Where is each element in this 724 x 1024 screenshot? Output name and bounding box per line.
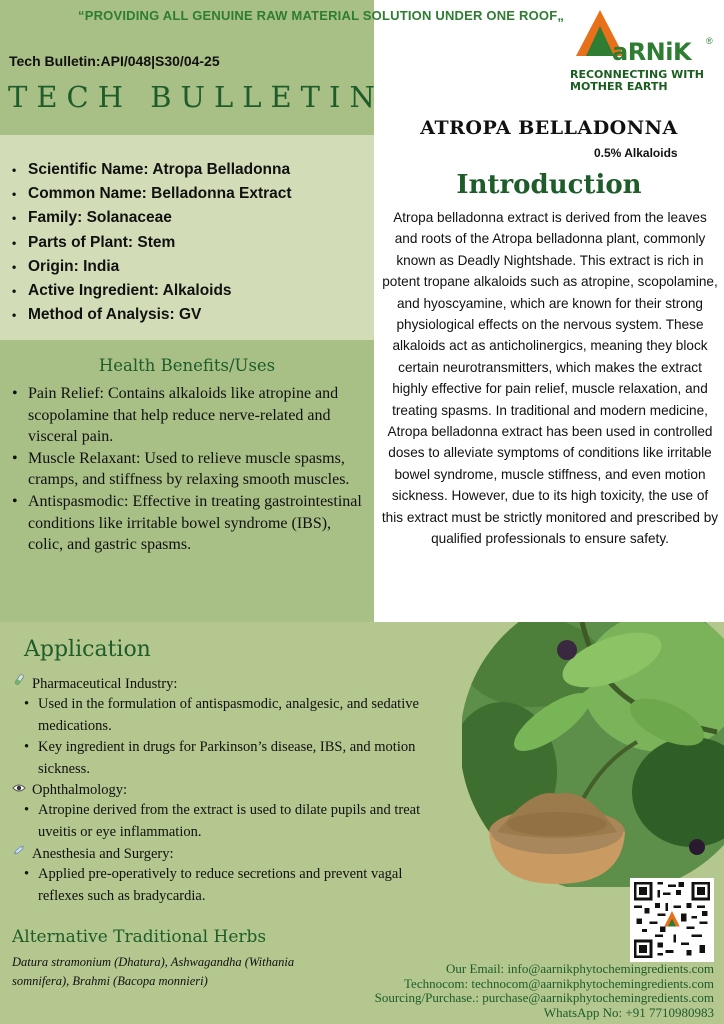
health-item-pain-relief: • Pain Relief: Contains alkaloids like atropine and scopolamine that help reduce nerve-related and visceral pain. (10, 383, 368, 448)
email-link[interactable]: info@aarnikphytochemingredients.com (507, 961, 714, 976)
application-item: • Atropine derived from the extract is used to dilate pupils and treat uveitis or eye inflammation. (22, 800, 430, 843)
aarnik-logo (568, 8, 718, 103)
tagline: “PROVIDING ALL GENUINE RAW MATERIAL SOLUTION UNDER ONE ROOF„ (78, 8, 565, 23)
eye-icon (10, 780, 28, 800)
application-category-anesthesia: Anesthesia and Surgery: (10, 843, 430, 864)
bulletin-code: Tech Bulletin:API/048|S30/04-25 (9, 53, 220, 69)
spec-scientific-name: • Scientific Name: Atropa Belladonna (12, 158, 372, 182)
application-heading: Application (24, 637, 151, 662)
qr-code[interactable] (630, 878, 714, 962)
product-name: ATROPA BELLADONNA (420, 117, 678, 139)
logo-brand: aRNiK (612, 38, 692, 66)
page-title: TECH BULLETIN (8, 80, 384, 114)
introduction-text: Atropa belladonna extract is derived from the leaves and roots of the Atropa belladonna plant, commonly known as Deadly Nightshade. This extract is rich in potent tropane alkaloids such as atropine, scopolamine, and hyoscyamine, which are known for their strong physiological effects on the nervous system. These alkaloids act as anticholinergics, meaning they block certain neurotransmitters, which makes the extract highly effective for pain relief, muscle relaxation, and treating spasms. In traditional and modern medicine, Atropa belladonna extract has been used in controlled doses to alleviate symptoms of conditions like irritable bowel syndrome, muscle stiffness, and even motion sickness. However, due to its high toxicity, the use of this extract must be strictly monitored and prescribed by qualified professionals to ensure safety. (381, 210, 719, 547)
logo-registered-mark: ® (706, 36, 713, 46)
contact-email: Our Email: info@aarnikphytochemingredients.com (446, 961, 714, 976)
spec-method-of-analysis: • Method of Analysis: GV (12, 303, 372, 327)
application-item: • Applied pre-operatively to reduce secretions and prevent vagal reflexes such as bradycardia. (22, 864, 430, 907)
application-item: • Key ingredient in drugs for Parkinson’s disease, IBS, and motion sickness. (22, 737, 430, 780)
application-list (10, 673, 430, 907)
contact-block (375, 962, 714, 1020)
purchase-email-link[interactable]: purchase@aarnikphytochemingredients.com (482, 990, 714, 1005)
application-category-ophthalmology: Ophthalmology: (10, 780, 430, 800)
specs-list (12, 158, 372, 327)
health-item-muscle-relaxant: • Muscle Relaxant: Used to relieve muscle spasms, cramps, and stiffness by relaxing smooth muscles. (10, 448, 368, 491)
contact-technocom: Technocom: technocom@aarnikphytochemingredients.com (404, 975, 714, 991)
contact-sourcing: Sourcing/Purchase.: purchase@aarnikphytochemingredients.com (374, 990, 714, 1005)
contact-whatsapp: WhatsApp No: +91 7710980983 (543, 1004, 714, 1020)
spec-origin: • Origin: India (12, 255, 372, 279)
health-item-antispasmodic: • Antispasmodic: Effective in treating gastrointestinal conditions like irritable bowel syndrome (IBS), colic, and gastric spasms. (10, 491, 368, 556)
syringe-icon (10, 843, 28, 864)
spec-common-name: • Common Name: Belladonna Extract (12, 182, 372, 206)
test-tube-icon (10, 673, 28, 694)
health-list (10, 383, 368, 556)
introduction-heading: Introduction (456, 170, 642, 200)
spec-active-ingredient: • Active Ingredient: Alkaloids (12, 279, 372, 303)
logo-tagline: RECONNECTING WITH MOTHER EARTH (570, 68, 705, 93)
spec-parts-of-plant: • Parts of Plant: Stem (12, 231, 372, 255)
health-heading: Health Benefits/Uses (98, 356, 276, 375)
technocom-email-link[interactable]: technocom@aarnikphytochemingredients.com (471, 975, 714, 991)
whatsapp-number[interactable]: +91 7710980983 (625, 1004, 714, 1020)
application-item: • Used in the formulation of antispasmodic, analgesic, and sedative medications. (22, 694, 430, 737)
alternative-herbs-text: Datura stramonium (Dhatura), Ashwagandha (Withania somnifera), Brahmi (Bacopa monnieri) (12, 955, 295, 988)
spec-family: • Family: Solanaceae (12, 206, 372, 230)
application-category-pharmaceutical: Pharmaceutical Industry: (10, 673, 430, 694)
product-photo (462, 622, 724, 887)
product-spec: 0.5% Alkaloids (594, 146, 678, 160)
alternative-herbs-heading: Alternative Traditional Herbs (12, 927, 267, 947)
